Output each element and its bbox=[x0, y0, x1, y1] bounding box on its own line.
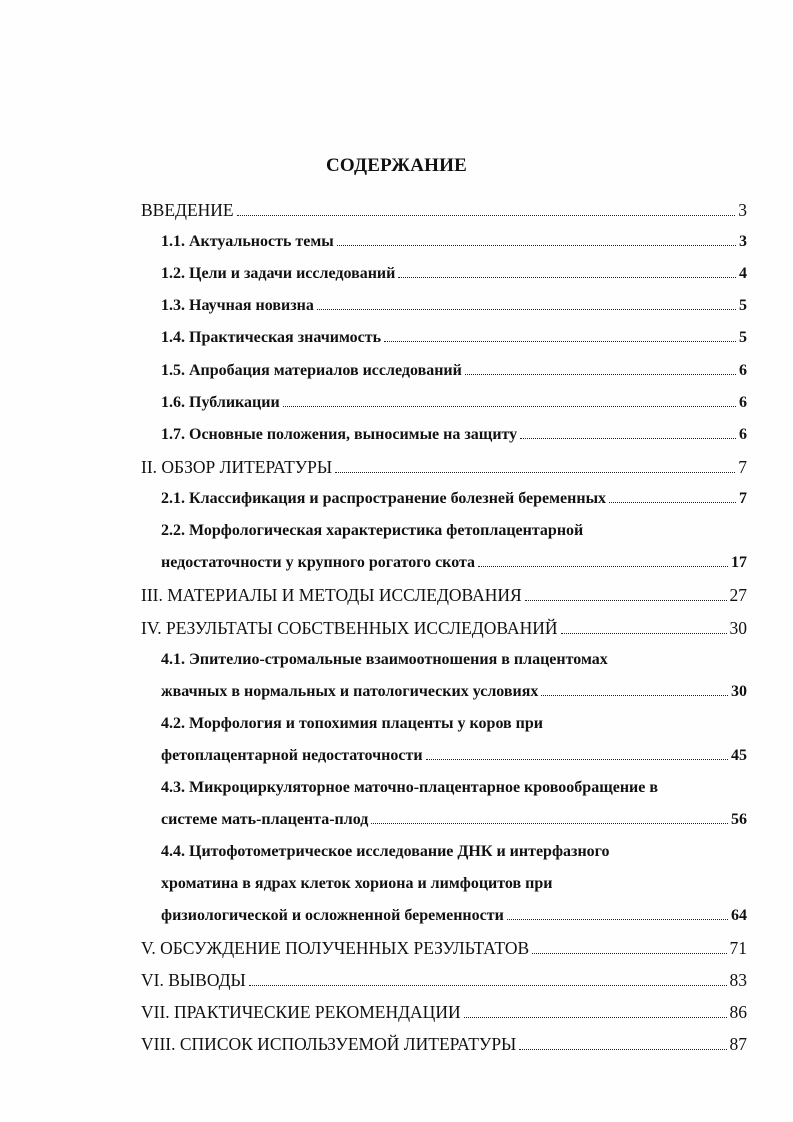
toc-entry-text: недостаточности у крупного рогатого скота bbox=[161, 554, 476, 571]
toc-entry bbox=[161, 327, 747, 349]
toc-entry-text: жвачных в нормальных и патологических условиях bbox=[161, 683, 539, 700]
toc-entry-text: 4.2. Морфология и топохимия плаценты у коров при bbox=[161, 715, 544, 732]
toc-entry bbox=[161, 905, 747, 927]
dot-leader bbox=[371, 823, 728, 824]
dot-leader bbox=[520, 438, 736, 439]
toc-entry-text: 1.7. Основные положения, выносимые на защиту bbox=[161, 426, 518, 443]
dot-leader bbox=[478, 566, 728, 567]
toc-entry-text: II. ОБЗОР ЛИТЕРАТУРЫ bbox=[141, 457, 333, 477]
toc-entry bbox=[161, 713, 747, 735]
dot-leader bbox=[507, 919, 728, 920]
toc-entry-page: 87 bbox=[729, 1034, 747, 1054]
dot-leader bbox=[398, 277, 736, 278]
toc-entry-page: 5 bbox=[739, 329, 747, 346]
toc-entry-page: 30 bbox=[729, 618, 747, 638]
toc-entry-text: хроматина в ядрах клеток хориона и лимфоцитов при bbox=[161, 875, 553, 892]
toc-entry bbox=[161, 520, 747, 542]
dot-leader bbox=[384, 341, 736, 342]
toc-entry bbox=[161, 231, 747, 253]
toc-entry-text: физиологической и осложненной беременности bbox=[161, 907, 504, 924]
toc-entry bbox=[161, 809, 747, 831]
toc-entry-text: 1.2. Цели и задачи исследований bbox=[161, 265, 396, 282]
toc-entry-page: 30 bbox=[731, 683, 747, 700]
toc-entry-text: VI. ВЫВОДЫ bbox=[141, 970, 246, 990]
toc-entry bbox=[161, 424, 747, 446]
page-title: СОДЕРЖАНИЕ bbox=[326, 155, 467, 176]
toc-entry-text: 1.5. Апробация материалов исследований bbox=[161, 362, 462, 379]
dot-leader bbox=[283, 406, 736, 407]
toc-entry-page: 86 bbox=[729, 1002, 747, 1022]
toc-entry-page: 7 bbox=[739, 490, 747, 507]
toc-entry-text: 4.3. Микроциркуляторное маточно-плацентарное кровообращение в bbox=[161, 779, 658, 796]
dot-leader bbox=[609, 502, 736, 503]
toc-entry bbox=[141, 584, 747, 606]
dot-leader bbox=[519, 1049, 726, 1050]
toc-entry-page: 64 bbox=[731, 907, 747, 924]
toc-entry-text: фетоплацентарной недостаточности bbox=[161, 747, 423, 764]
toc-entry bbox=[161, 681, 747, 703]
dot-leader bbox=[464, 1017, 727, 1018]
dot-leader bbox=[532, 953, 726, 954]
toc-entry bbox=[141, 1001, 747, 1023]
toc-entry bbox=[141, 969, 747, 991]
toc-entry-text: VIII. СПИСОК ИСПОЛЬЗУЕМОЙ ЛИТЕРАТУРЫ bbox=[141, 1034, 517, 1054]
toc-entry-page: 6 bbox=[739, 362, 747, 379]
toc-entry bbox=[161, 552, 747, 574]
toc-entry bbox=[161, 360, 747, 382]
toc-entry-page: 17 bbox=[731, 554, 747, 571]
toc-entry bbox=[161, 295, 747, 317]
toc-entry-text: 1.3. Научная новизна bbox=[161, 297, 314, 314]
toc-entry bbox=[141, 456, 747, 478]
toc-entry-text: 2.1. Классификация и распространение болезней беременных bbox=[161, 490, 607, 507]
toc-entry-text: ВВЕДЕНИЕ bbox=[141, 200, 234, 220]
dot-leader bbox=[249, 985, 727, 986]
toc-entry bbox=[141, 199, 747, 221]
toc-entry-page: 6 bbox=[739, 394, 747, 411]
toc-entry bbox=[161, 745, 747, 767]
toc-entry-text: 4.1. Эпителио-стромальные взаимоотношения в плацентомах bbox=[161, 651, 608, 668]
toc-entry-page: 4 bbox=[739, 265, 747, 282]
toc-entry-page: 56 bbox=[731, 811, 747, 828]
toc-entry-page: 3 bbox=[739, 233, 747, 250]
toc-entry-text: 1.1. Актуальность темы bbox=[161, 233, 334, 250]
toc-entry bbox=[161, 777, 747, 799]
toc-entry-page: 7 bbox=[738, 457, 747, 477]
dot-leader bbox=[465, 374, 736, 375]
toc-entry bbox=[161, 873, 747, 895]
toc-entry-page: 6 bbox=[739, 426, 747, 443]
toc-entry bbox=[161, 392, 747, 414]
toc-entry-page: 5 bbox=[739, 297, 747, 314]
dot-leader bbox=[426, 759, 728, 760]
toc-entry bbox=[161, 649, 747, 671]
toc-entry-text: 1.6. Публикации bbox=[161, 394, 280, 411]
toc-entry-text: V. ОБСУЖДЕНИЕ ПОЛУЧЕННЫХ РЕЗУЛЬТАТОВ bbox=[141, 938, 530, 958]
dot-leader bbox=[335, 472, 735, 473]
toc-entry-page: 71 bbox=[729, 938, 747, 958]
toc-entry-text: 4.4. Цитофотометрическое исследование ДНК и интерфазного bbox=[161, 843, 610, 860]
dot-leader bbox=[561, 633, 727, 634]
dot-leader bbox=[237, 215, 736, 216]
toc-entry bbox=[141, 617, 747, 639]
toc-entry-page: 45 bbox=[731, 747, 747, 764]
dot-leader bbox=[337, 245, 736, 246]
toc-entry-page: 3 bbox=[738, 200, 747, 220]
toc-entry bbox=[141, 937, 747, 959]
dot-leader bbox=[317, 309, 736, 310]
toc-entry-text: III. МАТЕРИАЛЫ И МЕТОДЫ ИССЛЕДОВАНИЯ bbox=[141, 585, 522, 605]
toc-entry-text: 2.2. Морфологическая характеристика фетоплацентарной bbox=[161, 522, 584, 539]
toc-entry bbox=[161, 841, 747, 863]
toc-entry-text: 1.4. Практическая значимость bbox=[161, 329, 382, 346]
toc-entry bbox=[141, 1033, 747, 1055]
dot-leader bbox=[541, 695, 728, 696]
toc-entry-text: IV. РЕЗУЛЬТАТЫ СОБСТВЕННЫХ ИССЛЕДОВАНИЙ bbox=[141, 618, 558, 638]
toc-entry-text: VII. ПРАКТИЧЕСКИЕ РЕКОМЕНДАЦИИ bbox=[141, 1002, 461, 1022]
toc-entry-text: системе мать-плацента-плод bbox=[161, 811, 369, 828]
toc-entry-page: 83 bbox=[729, 970, 747, 990]
toc-entry-page: 27 bbox=[729, 585, 747, 605]
dot-leader bbox=[525, 600, 727, 601]
toc-entry bbox=[161, 263, 747, 285]
toc-entry bbox=[161, 488, 747, 510]
